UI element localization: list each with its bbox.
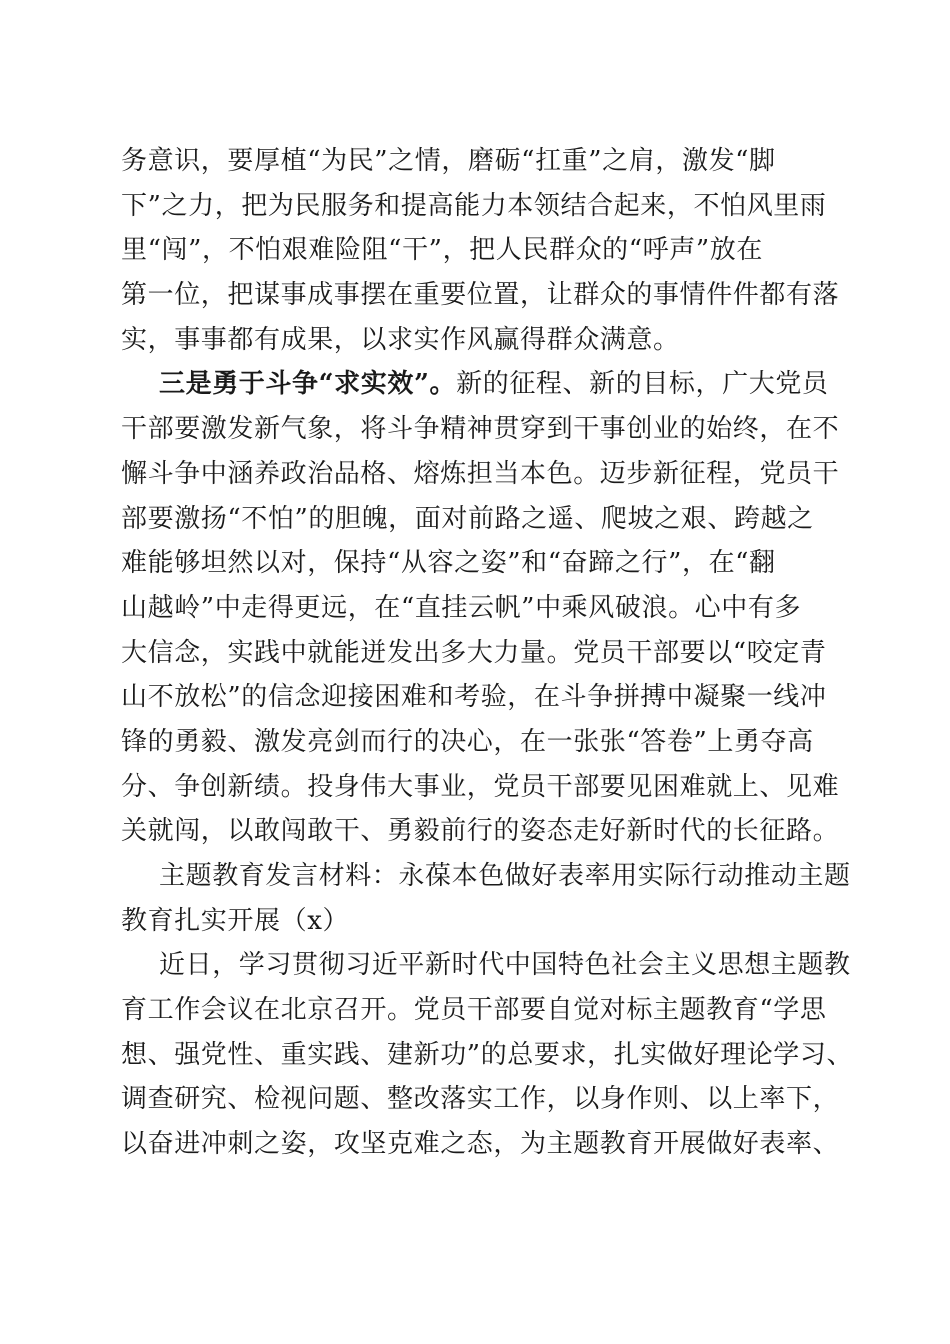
text-line: 部要激扬“不怕”的胆魄，面对前路之遥、爬坡之艰、跨越之 xyxy=(121,503,814,534)
document-body xyxy=(121,139,854,1167)
text-line: 里“闯”，不怕艰难险阻“干”，把人民群众的“呼声”放在 xyxy=(121,235,763,266)
section-three-first-line-text: 新的征程、新的目标，广大党员 xyxy=(456,369,829,400)
text-line: 分、争创新绩。投身伟大事业，党员干部要见困难就上、见难 xyxy=(121,771,840,802)
text-line: 山不放松”的信念迎接困难和考验，在斗争拼搏中凝聚一线冲 xyxy=(121,682,827,713)
text-line: 关就闯，以敢闯敢干、勇毅前行的姿态走好新时代的长征路。 xyxy=(121,816,840,847)
text-line: 实，事事都有成果，以求实作风赢得群众满意。 xyxy=(121,324,680,355)
text-line: 干部要激发新气象，将斗争精神贯穿到干事创业的始终，在不 xyxy=(121,414,840,445)
text-line: 近日，学习贯彻习近平新时代中国特色社会主义思想主题教 xyxy=(159,950,851,981)
text-line: 调查研究、检视问题、整改落实工作，以身作则、以上率下， xyxy=(121,1084,840,1115)
text-line: 懈斗争中涵养政治品格、熔炼担当本色。迈步新征程，党员干 xyxy=(121,458,840,489)
text-line: 以奋进冲刺之姿，攻坚克难之态，为主题教育开展做好表率、 xyxy=(121,1129,840,1160)
text-line: 大信念，实践中就能迸发出多大力量。党员干部要以“咬定青 xyxy=(121,637,827,668)
article-title-line: 教育扎实开展（x） xyxy=(121,905,350,936)
text-line: 育工作会议在北京召开。党员干部要自觉对标主题教育“学思 xyxy=(121,995,827,1026)
text-line: 山越岭”中走得更远，在“直挂云帆”中乘风破浪。心中有多 xyxy=(121,592,802,623)
text-line: 难能够坦然以对，保持“从容之姿”和“奋蹄之行”，在“翻 xyxy=(121,548,776,579)
text-line: 务意识，要厚植“为民”之情，磨砺“扛重”之肩，激发“脚 xyxy=(121,146,776,176)
article-title-line: 主题教育发言材料：永葆本色做好表率用实际行动推动主题 xyxy=(159,861,851,891)
section-three-heading: 三是勇于斗争“求实效”。 xyxy=(159,369,457,400)
section-three-first-line xyxy=(121,362,841,407)
text-line: 锋的勇毅、激发亮剑而行的决心，在一张张“答卷”上勇夺高 xyxy=(121,726,814,757)
text-line: 第一位，把谋事成事摆在重要位置，让群众的事情件件都有落 xyxy=(121,280,840,311)
text-line: 想、强党性、重实践、建新功”的总要求，扎实做好理论学习、 xyxy=(121,1039,854,1070)
text-line: 下”之力，把为民服务和提高能力本领结合起来，不怕风里雨 xyxy=(121,190,827,221)
